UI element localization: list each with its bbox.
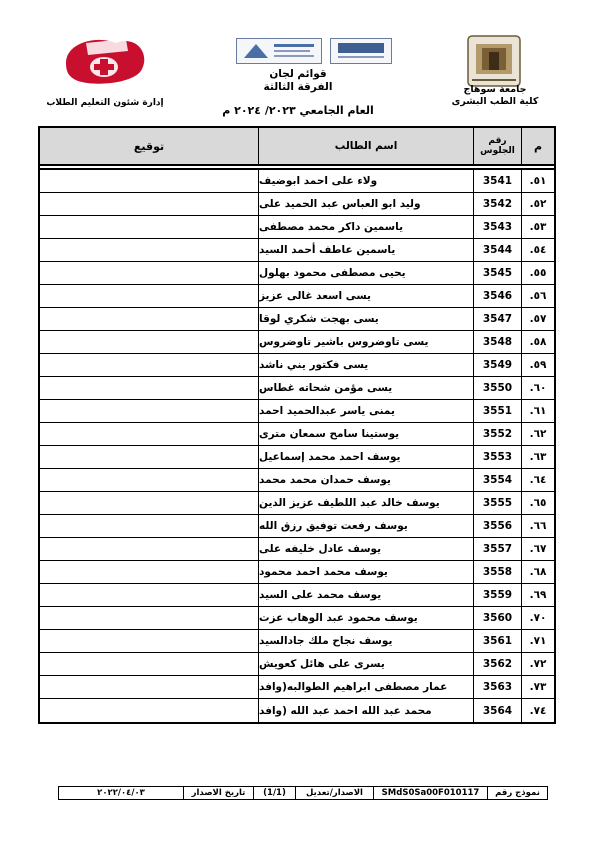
row-serial-text: .٦٥: [529, 497, 547, 509]
row-serial-text: .٦١: [529, 405, 547, 417]
university-logo: [462, 34, 526, 90]
header-seat-number: رقم الجلوس: [473, 128, 521, 164]
title-line1: قوائم لجان: [269, 68, 327, 80]
row-signature-cell: [40, 584, 258, 606]
row-serial: [521, 607, 554, 629]
row-student-name: [258, 423, 473, 445]
row-seat-number-text: 3550: [482, 382, 513, 394]
row-student-name: [258, 262, 473, 284]
row-signature-cell: [40, 653, 258, 675]
row-seat-number-text: 3543: [482, 221, 513, 233]
row-student-name: [258, 561, 473, 583]
row-serial: [521, 584, 554, 606]
issue-date: ٢٠٢٢/٠٤/٠٣: [97, 788, 145, 798]
row-serial-text: .٦٩: [529, 589, 547, 601]
quality-logo: [330, 38, 392, 64]
row-student-name: [258, 607, 473, 629]
row-student-name: [258, 515, 473, 537]
row-serial: [521, 515, 554, 537]
row-seat-number-text: 3564: [482, 704, 513, 717]
row-seat-number: [473, 676, 521, 698]
student-affairs-label: إدارة شئون التعليم الطلاب: [46, 98, 164, 108]
row-signature-cell: [40, 469, 258, 491]
table-row: [40, 216, 554, 239]
row-seat-number: [473, 170, 521, 192]
academic-year: العام الجامعي ٢٠٢٣/ ٢٠٢٤ م: [222, 104, 374, 117]
row-seat-number: [473, 262, 521, 284]
row-seat-number: [473, 216, 521, 238]
table-row: [40, 446, 554, 469]
row-student-name-text: يوسف احمد محمد إسماعيل: [259, 451, 401, 463]
row-signature-cell: [40, 239, 258, 261]
row-seat-number-text: 3544: [482, 244, 513, 256]
university-name: [440, 84, 550, 108]
row-student-name-text: يوسف محمد احمد محمود: [259, 566, 388, 578]
row-seat-number: [473, 630, 521, 652]
row-seat-number: [473, 354, 521, 376]
row-signature-cell: [40, 607, 258, 629]
row-serial: [521, 653, 554, 675]
row-signature-cell: [40, 515, 258, 537]
row-signature-cell: [40, 331, 258, 353]
row-seat-number: [473, 469, 521, 491]
row-seat-number-text: 3558: [482, 566, 513, 578]
row-seat-number: [473, 285, 521, 307]
table-row: [40, 262, 554, 285]
row-serial: [521, 331, 554, 353]
row-student-name-text: يسى بهجت شكري لوقا: [259, 313, 379, 325]
table-row: [40, 400, 554, 423]
row-student-name-text: يوسف حمدان محمد محمد: [259, 474, 391, 486]
row-serial: [521, 239, 554, 261]
row-student-name-text: محمد عبد الله احمد عبد الله (وافد: [259, 704, 432, 717]
accreditation-logo: [236, 38, 322, 64]
row-signature-cell: [40, 216, 258, 238]
table-row: [40, 193, 554, 216]
row-signature-cell: [40, 285, 258, 307]
row-serial-text: .٥٥: [529, 267, 547, 279]
row-serial: [521, 423, 554, 445]
row-seat-number-text: 3556: [482, 520, 513, 532]
row-serial-text: .٥٩: [529, 359, 547, 371]
row-student-name: [258, 285, 473, 307]
form-number-label: نموذج رقم: [487, 787, 547, 799]
row-serial: [521, 285, 554, 307]
row-seat-number: [473, 331, 521, 353]
header-serial: م: [521, 128, 554, 164]
row-student-name: [258, 446, 473, 468]
row-student-name-text: يسى تاوضروس باشير تاوضروس: [259, 336, 429, 348]
row-serial: [521, 377, 554, 399]
row-seat-number-text: 3560: [482, 612, 513, 624]
row-student-name-text: وليد ابو العباس عبد الحميد على: [259, 198, 421, 210]
row-student-name: [258, 699, 473, 722]
row-seat-number: [473, 308, 521, 330]
table-row: [40, 285, 554, 308]
row-serial-text: .٥٣: [529, 221, 547, 233]
row-seat-number-text: 3542: [482, 198, 513, 210]
row-student-name-text: يوسف نجاح ملك جادالسيد: [259, 635, 393, 647]
row-serial: [521, 170, 554, 192]
issue-date-label: تاريخ الاصدار: [183, 787, 253, 799]
row-signature-cell: [40, 400, 258, 422]
row-seat-number: [473, 515, 521, 537]
row-seat-number-text: 3552: [482, 428, 513, 440]
row-serial: [521, 492, 554, 514]
row-student-name: [258, 630, 473, 652]
row-serial: [521, 308, 554, 330]
row-signature-cell: [40, 170, 258, 192]
row-serial-text: .٦٤: [529, 474, 547, 486]
table-row: [40, 239, 554, 262]
faculty-medicine-logo: [56, 33, 154, 89]
row-seat-number-text: 3541: [482, 175, 513, 187]
row-signature-cell: [40, 193, 258, 215]
row-seat-number-text: 3554: [482, 474, 513, 486]
row-student-name: [258, 308, 473, 330]
row-student-name: [258, 492, 473, 514]
row-student-name-text: يسى فكتور يني ناشد: [259, 359, 369, 371]
document-title: [220, 68, 376, 94]
row-student-name-text: عمار مصطفى ابراهيم الطوالبه(وافد: [259, 681, 448, 693]
row-serial-text: .٧٢: [529, 658, 547, 670]
table-row: [40, 676, 554, 699]
row-serial-text: .٥٤: [529, 244, 547, 256]
row-seat-number-text: 3549: [482, 359, 513, 371]
row-signature-cell: [40, 699, 258, 722]
title-line2: الفرقة الثالثة: [263, 81, 333, 93]
row-student-name-text: يحيى مصطفى محمود بهلول: [259, 267, 406, 279]
table-row: [40, 423, 554, 446]
row-serial-text: .٥٨: [529, 336, 547, 348]
row-seat-number: [473, 561, 521, 583]
row-student-name: [258, 584, 473, 606]
row-student-name-text: يمنى ياسر عبدالحميد احمد: [259, 405, 395, 417]
row-serial-text: .٥٧: [529, 313, 547, 325]
row-serial: [521, 561, 554, 583]
row-serial: [521, 699, 554, 722]
row-student-name-text: ولاء على احمد ابوضيف: [259, 175, 378, 187]
row-signature-cell: [40, 308, 258, 330]
row-signature-cell: [40, 492, 258, 514]
row-seat-number: [473, 584, 521, 606]
row-student-name-text: يسى مؤمن شحاته غطاس: [259, 382, 393, 394]
table-row: [40, 515, 554, 538]
edition-value: (1/1): [253, 787, 295, 799]
row-signature-cell: [40, 561, 258, 583]
table-row: [40, 561, 554, 584]
row-signature-cell: [40, 446, 258, 468]
row-serial: [521, 193, 554, 215]
row-serial-text: .٥١: [529, 175, 547, 187]
form-code: SMdS0Sa00F010117: [373, 787, 487, 799]
row-student-name-text: ياسمين داكر محمد مصطفى: [259, 221, 404, 233]
header-signature: توقيع: [133, 139, 165, 153]
row-seat-number: [473, 423, 521, 445]
committee-list-table: [38, 126, 556, 724]
row-seat-number: [473, 377, 521, 399]
row-serial-text: .٦٣: [529, 451, 547, 463]
row-student-name: [258, 653, 473, 675]
row-seat-number-text: 3555: [482, 497, 513, 509]
row-serial-text: .٦٢: [529, 428, 547, 440]
row-signature-cell: [40, 630, 258, 652]
row-signature-cell: [40, 377, 258, 399]
row-seat-number: [473, 699, 521, 722]
row-serial: [521, 354, 554, 376]
row-serial-text: .٦٠: [529, 382, 547, 394]
row-serial: [521, 446, 554, 468]
university-line2: كلية الطب البشرى: [451, 96, 539, 107]
row-seat-number-text: 3559: [482, 589, 513, 601]
row-student-name-text: يوسف عادل خليفه على: [259, 543, 382, 555]
row-signature-cell: [40, 538, 258, 560]
table-row: [40, 331, 554, 354]
row-seat-number-text: 3546: [482, 290, 513, 302]
row-signature-cell: [40, 423, 258, 445]
row-serial: [521, 262, 554, 284]
row-seat-number-text: 3562: [482, 658, 513, 670]
row-seat-number-text: 3551: [482, 405, 513, 417]
table-body: [40, 170, 554, 722]
table-row: [40, 630, 554, 653]
row-serial-text: .٧٣: [529, 681, 547, 693]
row-seat-number: [473, 239, 521, 261]
header-student-name: اسم الطالب: [258, 128, 473, 164]
row-serial-text: .٦٨: [529, 566, 547, 578]
row-serial: [521, 469, 554, 491]
row-serial: [521, 630, 554, 652]
row-seat-number: [473, 538, 521, 560]
table-row: [40, 653, 554, 676]
table-row: [40, 607, 554, 630]
row-serial-text: .٥٢: [529, 198, 547, 210]
row-student-name: [258, 193, 473, 215]
row-student-name: [258, 239, 473, 261]
row-signature-cell: [40, 262, 258, 284]
row-serial-text: .٧٤: [529, 704, 547, 717]
row-seat-number: [473, 492, 521, 514]
row-signature-cell: [40, 676, 258, 698]
row-serial-text: .٧١: [529, 635, 547, 647]
edition-label: الاصدار/تعديل: [295, 787, 373, 799]
row-student-name-text: يوستينا سامح سمعان مترى: [259, 428, 400, 440]
row-student-name-text: يوسف رفعت توفيق رزق الله: [259, 520, 408, 532]
table-row: [40, 699, 554, 722]
row-seat-number-text: 3553: [482, 451, 513, 463]
row-student-name-text: يسى اسعد غالى عزيز: [259, 290, 371, 302]
row-student-name-text: يسرى على هائل كعويش: [259, 658, 385, 670]
row-student-name-text: يوسف محمد على السيد: [259, 589, 382, 601]
row-serial: [521, 400, 554, 422]
table-row: [40, 469, 554, 492]
row-signature-cell: [40, 354, 258, 376]
row-serial-text: .٦٦: [529, 520, 547, 532]
table-row: [40, 492, 554, 515]
table-row: [40, 538, 554, 561]
row-serial: [521, 216, 554, 238]
table-row: [40, 584, 554, 607]
table-row: [40, 170, 554, 193]
row-student-name: [258, 400, 473, 422]
row-student-name: [258, 331, 473, 353]
row-seat-number: [473, 400, 521, 422]
row-serial: [521, 676, 554, 698]
table-header: [40, 128, 554, 166]
row-seat-number: [473, 446, 521, 468]
row-student-name: [258, 216, 473, 238]
row-student-name: [258, 377, 473, 399]
table-row: [40, 354, 554, 377]
row-student-name: [258, 538, 473, 560]
table-row: [40, 308, 554, 331]
row-serial-text: .٥٦: [529, 290, 547, 302]
row-serial-text: .٧٠: [529, 612, 547, 624]
row-student-name-text: يوسف محمود عبد الوهاب عزت: [259, 612, 418, 624]
row-serial: [521, 538, 554, 560]
form-footer: [58, 786, 548, 800]
row-serial-text: .٦٧: [529, 543, 547, 555]
row-seat-number-text: 3561: [482, 635, 513, 647]
row-seat-number-text: 3548: [482, 336, 513, 348]
row-student-name-text: ياسمين عاطف أحمد السيد: [259, 244, 396, 256]
row-seat-number-text: 3547: [482, 313, 513, 325]
row-student-name: [258, 676, 473, 698]
row-student-name: [258, 170, 473, 192]
table-row: [40, 377, 554, 400]
row-student-name-text: يوسف خالد عبد اللطيف عزيز الدين: [259, 497, 440, 509]
row-seat-number-text: 3557: [482, 543, 513, 555]
row-seat-number-text: 3545: [482, 267, 513, 279]
row-student-name: [258, 469, 473, 491]
row-student-name: [258, 354, 473, 376]
row-seat-number: [473, 607, 521, 629]
row-seat-number: [473, 653, 521, 675]
row-seat-number: [473, 193, 521, 215]
row-seat-number-text: 3563: [482, 681, 513, 693]
university-line1: جامعة سوهاج: [463, 84, 527, 95]
